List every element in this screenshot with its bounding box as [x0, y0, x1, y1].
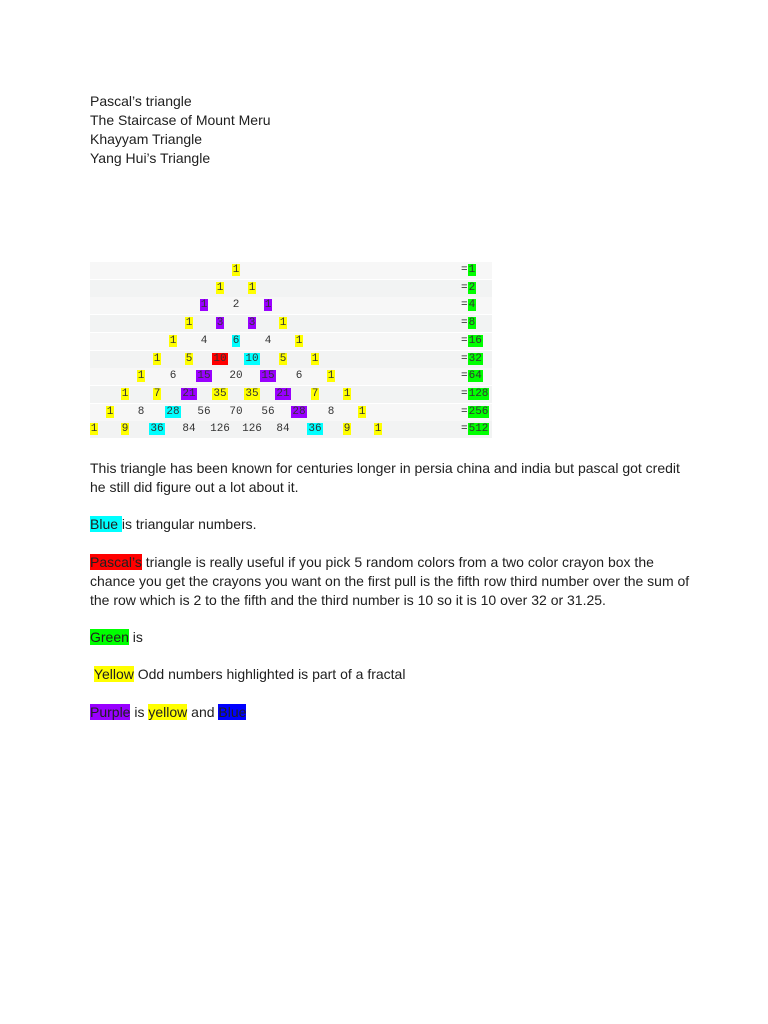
row-sum — [461, 317, 476, 330]
equals-sign: = — [461, 282, 468, 294]
triangle-cell: 28 — [292, 406, 306, 418]
triangle-cell: 20 — [229, 370, 243, 382]
triangle-cell: 1 — [295, 335, 303, 347]
row-sum — [461, 264, 476, 277]
highlighted-text: Blue — [90, 516, 122, 532]
paragraph — [90, 459, 690, 497]
triangle-row — [90, 280, 492, 297]
title-staircase-mount-meru: The Staircase of Mount Meru — [90, 112, 271, 128]
title-khayyam-triangle: Khayyam Triangle — [90, 131, 203, 147]
triangle-cell: 21 — [182, 388, 196, 400]
triangle-cell: 84 — [182, 423, 196, 435]
title-pascals-triangle: Pascal’s triangle — [90, 93, 192, 109]
triangle-cell: 7 — [311, 388, 319, 400]
triangle-cell: 8 — [137, 406, 145, 418]
text-run: This triangle has been known for centuries longer in persia china and india but pascal got credit he still did figure out a lot about it. — [90, 460, 684, 495]
triangle-cell: 70 — [229, 406, 243, 418]
row-sum — [461, 370, 483, 383]
triangle-cell: 1 — [216, 282, 224, 294]
equals-sign: = — [461, 264, 468, 276]
equals-sign: = — [461, 388, 468, 400]
triangle-cell: 4 — [264, 335, 272, 347]
triangle-cell: 4 — [200, 335, 208, 347]
triangle-cell: 15 — [197, 370, 211, 382]
highlighted-text: Yellow — [93, 666, 134, 682]
triangle-cell: 10 — [213, 353, 227, 365]
row-sum — [461, 423, 489, 436]
triangle-cell: 1 — [153, 353, 161, 365]
triangle-cell: 6 — [169, 370, 177, 382]
triangle-cell: 1 — [311, 353, 319, 365]
triangle-cell: 5 — [185, 353, 193, 365]
triangle-cell: 1 — [232, 264, 240, 276]
triangle-cell: 1 — [137, 370, 145, 382]
triangle-cell: 9 — [343, 423, 351, 435]
row-sum-value: 512 — [468, 423, 489, 435]
triangle-cell: 36 — [150, 423, 164, 435]
title-list — [90, 92, 271, 168]
triangle-cell: 1 — [343, 388, 351, 400]
equals-sign: = — [461, 335, 468, 347]
highlighted-text: Green — [90, 629, 129, 645]
paragraph — [90, 515, 690, 534]
row-sum — [461, 353, 483, 366]
equals-sign: = — [461, 317, 468, 329]
equals-sign: = — [461, 299, 468, 311]
triangle-cell: 35 — [213, 388, 227, 400]
row-sum-value: 1 — [468, 264, 476, 276]
triangle-cell: 126 — [242, 423, 262, 435]
triangle-cell: 2 — [232, 299, 240, 311]
triangle-row — [90, 421, 492, 438]
row-sum — [461, 282, 476, 295]
title-yang-hui-triangle: Yang Hui’s Triangle — [90, 150, 211, 166]
triangle-row — [90, 262, 492, 279]
triangle-cell: 21 — [276, 388, 290, 400]
triangle-cell: 1 — [121, 388, 129, 400]
triangle-cell: 6 — [232, 335, 240, 347]
triangle-cell: 1 — [185, 317, 193, 329]
triangle-cell: 6 — [295, 370, 303, 382]
text-run: triangle is really useful if you pick 5 random colors from a two color crayon box the chance you get the crayons you want on the first pull is the fifth row third number over the sum of the row which is 2 to the fifth and the third number is 10 so it is 10 over 32 or 31.25. — [90, 554, 694, 608]
triangle-cell: 126 — [210, 423, 230, 435]
triangle-cell: 15 — [261, 370, 275, 382]
row-sum — [461, 335, 483, 348]
triangle-row — [90, 351, 492, 368]
row-sum-value: 256 — [468, 406, 489, 418]
triangle-cell: 3 — [216, 317, 224, 329]
triangle-row — [90, 404, 492, 421]
highlighted-text: Purple — [90, 704, 131, 720]
row-sum — [461, 388, 489, 401]
triangle-cell: 3 — [248, 317, 256, 329]
highlighted-text: Blue — [218, 704, 247, 720]
triangle-cell: 10 — [245, 353, 259, 365]
paragraph — [90, 628, 690, 647]
row-sum — [461, 406, 489, 419]
triangle-row — [90, 386, 492, 403]
row-sum-value: 32 — [468, 353, 482, 365]
equals-sign: = — [461, 423, 468, 435]
triangle-cell: 28 — [166, 406, 180, 418]
triangle-cell: 9 — [121, 423, 129, 435]
row-sum-value: 128 — [468, 388, 489, 400]
equals-sign: = — [461, 406, 468, 418]
triangle-cell: 36 — [308, 423, 322, 435]
highlighted-text: yellow — [148, 704, 188, 720]
triangle-cell: 5 — [279, 353, 287, 365]
highlighted-text: Pascal’s — [90, 554, 142, 570]
triangle-cell: 35 — [245, 388, 259, 400]
paragraph — [90, 553, 694, 610]
triangle-cell: 1 — [374, 423, 382, 435]
triangle-row — [90, 333, 492, 350]
paragraph — [90, 665, 690, 684]
row-sum-value: 2 — [468, 282, 476, 294]
triangle-cell: 7 — [153, 388, 161, 400]
text-run: and — [187, 704, 219, 720]
triangle-cell: 56 — [261, 406, 275, 418]
text-run: is — [128, 629, 143, 645]
triangle-cell: 1 — [279, 317, 287, 329]
triangle-cell: 84 — [276, 423, 290, 435]
paragraph — [90, 703, 690, 722]
text-run: Odd numbers highlighted is part of a fractal — [133, 666, 406, 682]
row-sum-value: 16 — [468, 335, 482, 347]
equals-sign: = — [461, 370, 468, 382]
row-sum-value: 4 — [468, 299, 476, 311]
triangle-row — [90, 297, 492, 314]
row-sum — [461, 299, 476, 312]
text-run: is triangular numbers. — [121, 516, 257, 532]
triangle-cell: 8 — [327, 406, 335, 418]
triangle-row — [90, 368, 492, 385]
triangle-cell: 1 — [248, 282, 256, 294]
triangle-cell: 56 — [197, 406, 211, 418]
triangle-cell: 1 — [106, 406, 114, 418]
pascal-triangle-table — [90, 262, 492, 438]
triangle-cell: 1 — [200, 299, 208, 311]
triangle-cell: 1 — [327, 370, 335, 382]
triangle-cell: 1 — [358, 406, 366, 418]
equals-sign: = — [461, 353, 468, 365]
triangle-cell: 1 — [90, 423, 98, 435]
triangle-cell: 1 — [169, 335, 177, 347]
row-sum-value: 8 — [468, 317, 476, 329]
triangle-row — [90, 315, 492, 332]
text-run: is — [130, 704, 149, 720]
row-sum-value: 64 — [468, 370, 482, 382]
triangle-cell: 1 — [264, 299, 272, 311]
